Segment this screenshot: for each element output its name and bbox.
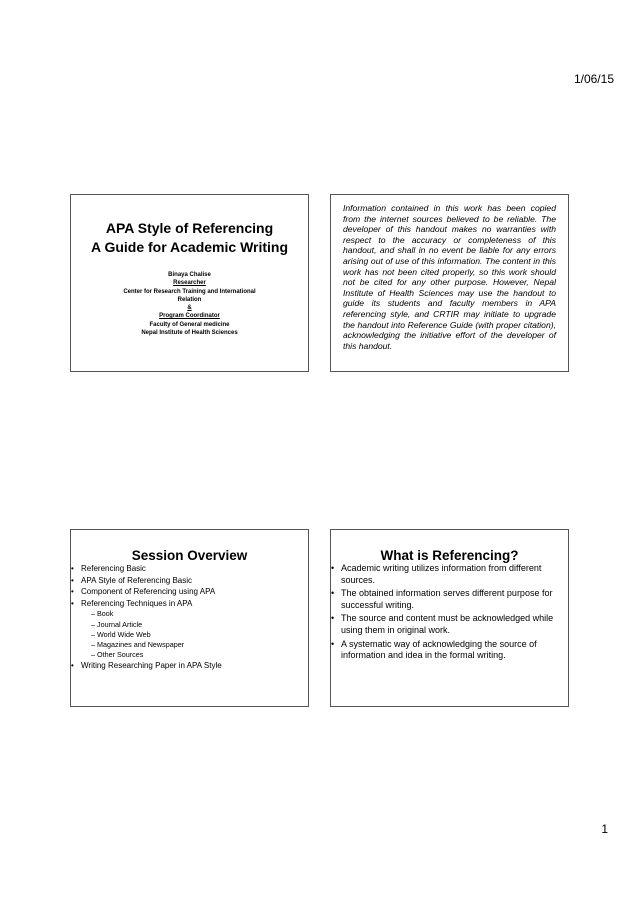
title-line-1: APA Style of Referencing bbox=[105, 220, 274, 236]
disclaimer-text: Information contained in this work has been copied from the internet sources believed to be reliable. The developer of this handout makes no warranties with respect to the accuracy or completeness of this handout, and shall in no event be liable for any errors arising out of use of this information. The content in this work has not been cited properly, so this work should not be cited for any other purpose. However, Nepal Institute of Health Sciences may use the handout to guide its students and faculty members in APA referencing style, and CRTIR may initiate to upgrade the handout into Reference Guide (with proper citation), acknowledging the initiative effort of the developer of this handout. bbox=[343, 203, 556, 351]
ampersand: & bbox=[187, 305, 192, 312]
what-is-referencing-title: What is Referencing? bbox=[380, 548, 519, 563]
sub-list-item: – Magazines and Newspaper bbox=[91, 639, 185, 649]
slide-what-is-referencing bbox=[330, 529, 569, 707]
list-item: • APA Style of Referencing Basic bbox=[71, 575, 308, 587]
title-line-2: A Guide for Academic Writing bbox=[90, 239, 289, 255]
center-line-2: Relation bbox=[177, 296, 202, 303]
sub-list-item: – Other Sources bbox=[91, 650, 144, 660]
list-item: • A systematic way of acknowledging the source of information and idea in the formal writing. bbox=[331, 639, 568, 662]
credits-block bbox=[71, 271, 308, 337]
slide-title-heading bbox=[71, 219, 308, 257]
date-label: 1/06/15 bbox=[573, 72, 614, 86]
institute-name: Nepal Institute of Health Sciences bbox=[141, 330, 238, 337]
list-item-with-subitems bbox=[71, 598, 308, 661]
list-item: • The obtained information serves different purpose for successful writing. bbox=[331, 588, 568, 611]
sub-list-item: – Book bbox=[91, 609, 114, 619]
list-item: • Academic writing utilizes information from different sources. bbox=[331, 563, 568, 586]
author-name: Binaya Chalise bbox=[168, 272, 211, 278]
author-role-1: Researcher bbox=[173, 280, 206, 287]
list-item: • Referencing Basic bbox=[71, 563, 308, 575]
session-overview-list bbox=[71, 563, 308, 672]
sub-list-item: – World Wide Web bbox=[91, 629, 151, 639]
sub-list bbox=[91, 609, 308, 660]
center-line-1: Center for Research Training and International bbox=[123, 288, 256, 295]
list-item: • The source and content must be acknowledged while using them in original work. bbox=[331, 613, 568, 636]
list-item-label: Referencing Techniques in APA bbox=[81, 598, 193, 608]
author-role-2: Program Coordinator bbox=[159, 313, 220, 320]
page-number: 1 bbox=[601, 822, 608, 836]
slide-session-overview bbox=[70, 529, 309, 707]
slide-disclaimer bbox=[330, 194, 569, 372]
faculty-name: Faculty of General medicine bbox=[149, 321, 230, 328]
list-item: • Component of Referencing using APA bbox=[71, 586, 308, 598]
referencing-list bbox=[331, 563, 568, 662]
slide-title bbox=[70, 194, 309, 372]
session-overview-title: Session Overview bbox=[131, 548, 248, 563]
sub-list-item: – Journal Article bbox=[91, 619, 143, 629]
list-item: • Writing Researching Paper in APA Style bbox=[71, 660, 308, 672]
